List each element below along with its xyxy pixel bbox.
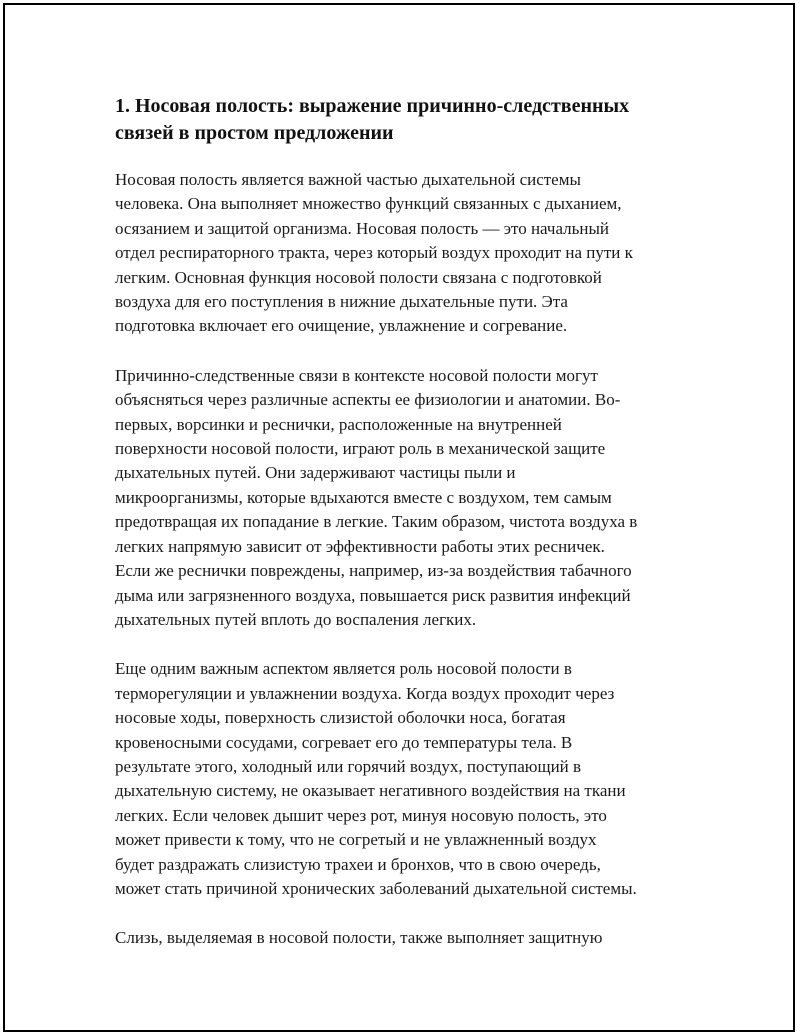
document-heading: 1. Носовая полость: выражение причинно-следственных связей в простом предложении [115, 95, 630, 144]
paragraph-mucus: Слизь, выделяемая в носовой полости, также выполняет защитную [115, 928, 603, 948]
paragraph-intro: Носовая полость является важной частью дыхательной системы человека. Она выполняет множество функций связанных с дыханием, осязанием и защитой организма. Носовая полость — это начальный отдел респираторного тракта, через который воздух проходит на пути к легким. Основная функция носовой полости связана с подготовкой воздуха для его поступления в нижние дыхательные пути. Эта подготовка включает его очищение, увлажнение и согревание. [115, 170, 633, 336]
document-content [115, 93, 695, 976]
paragraph-thermoregulation: Еще одним важным аспектом является роль носовой полости в терморегуляции и увлажнении воздуха. Когда воздух проходит через носовые ходы, поверхность слизистой оболочки носа, богатая кровеносными сосудами, согревает его до температуры тела. В результате этого, холодный или горячий воздух, поступающий в дыхательную систему, не оказывает негативного воздействия на ткани легких. Если человек дышит через рот, минуя носовую полость, это может привести к тому, что не согретый и не увлажненный воздух будет раздражать слизистую трахеи и бронхов, что в свою очередь, может стать причиной хронических заболеваний дыхательной системы. [115, 659, 637, 898]
paragraph-causal-links: Причинно-следственные связи в контексте носовой полости могут объясняться через различные аспекты ее физиологии и анатомии. Во- первых, ворсинки и реснички, расположенные на внутренней поверхности носовой полости, играют роль в механической защите дыхательных путей. Они задерживают частицы пыли и микроорганизмы, которые вдыхаются вместе с воздухом, тем самым предотвращая их попадание в легкие. Таким образом, чистота воздуха в легких напрямую зависит от эффективности работы этих ресничек. Если же реснички повреждены, например, из-за воздействия табачного дыма или загрязненного воздуха, повышается риск развития инфекций дыхательных путей вплоть до воспаления легких. [115, 365, 638, 629]
